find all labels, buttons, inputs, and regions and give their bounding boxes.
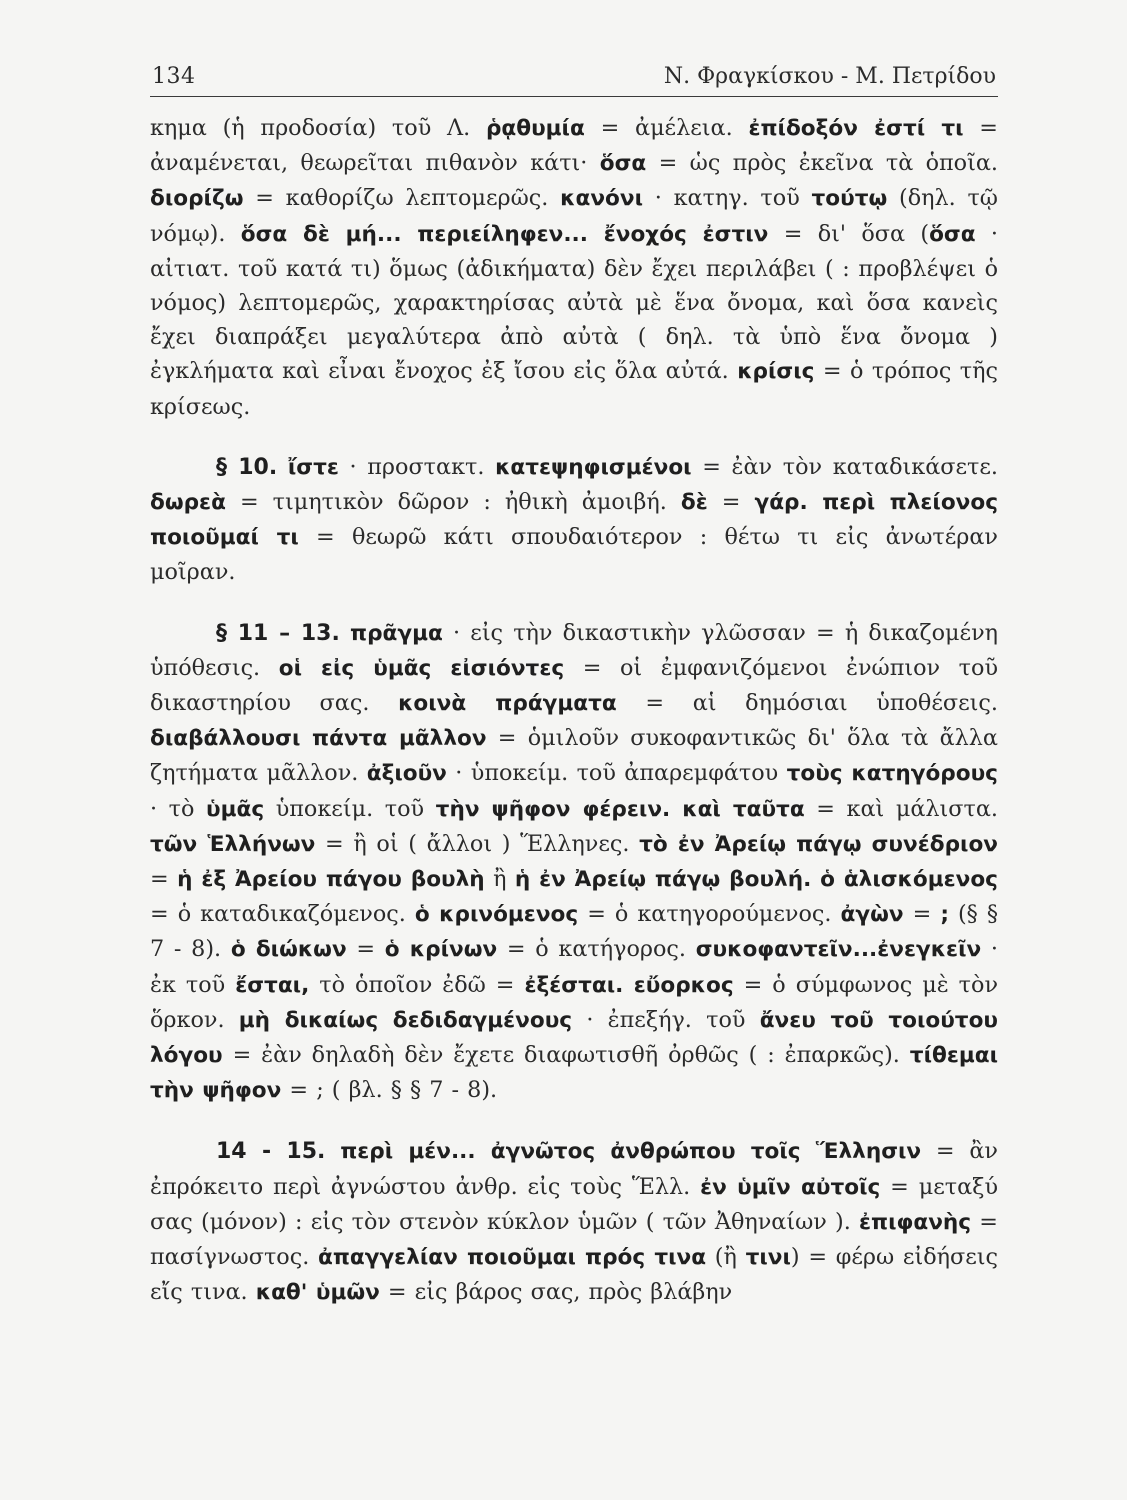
text-run: · εἰς τὴν δικαστικὴν γλῶσσαν = ἡ δικαζομένη ὑπόθεσις. bbox=[150, 619, 998, 681]
text-run: · προστακτ. bbox=[338, 453, 496, 480]
lemma: διαβάλλουσι πάντα μᾶλλον bbox=[150, 726, 487, 752]
text-run: = καὶ μάλιστα. bbox=[804, 795, 998, 822]
text-run: = ὡς πρὸς ἐκεῖνα τὰ ὁποῖα. bbox=[646, 150, 998, 177]
lemma: τινι bbox=[745, 1245, 791, 1271]
author-header: Ν. Φραγκίσκου - Μ. Πετρίδου bbox=[663, 64, 996, 89]
text-run: = ἐὰν δηλαδὴ δὲν ἔχετε διαφωτισθῆ ὀρθῶς ( : ἐπαρκῶς). bbox=[222, 1042, 910, 1069]
text-run: ) = φέρω εἰδήσεις εἴς τινα. bbox=[150, 1244, 998, 1306]
text-run: = πασίγνωστος. bbox=[150, 1208, 998, 1271]
text-run: = ὁ κατήγορος. bbox=[497, 936, 696, 963]
lemma: πρᾶγμα bbox=[350, 620, 443, 646]
text-run: · ἐκ τοῦ bbox=[150, 936, 999, 998]
text-run: = μεταξύ σας (μόνον) : εἰς τὸν στενὸν κύκλον ὑμῶν ( τῶν Ἀθηναίων ). bbox=[150, 1173, 998, 1235]
lemma: κρίσις bbox=[737, 359, 815, 385]
paragraph-continued bbox=[150, 111, 998, 424]
lemma: ἀπαγγελίαν ποιοῦμαι πρός τινα bbox=[318, 1245, 707, 1271]
lemma: περὶ μέν... ἀγνῶτος ἀνθρώπου τοῖς Ἕλλησιν bbox=[340, 1139, 922, 1165]
commentary-text bbox=[150, 111, 998, 1311]
text-run: = ἐὰν τὸν καταδικάσετε. bbox=[691, 453, 998, 480]
text-run: = bbox=[903, 901, 941, 928]
text-run: (ἢ bbox=[706, 1244, 746, 1271]
text-run: = αἱ δημόσιαι ὑποθέσεις. bbox=[616, 690, 998, 717]
lemma: κατεψηφισμένοι bbox=[495, 454, 692, 480]
lemma: ; bbox=[940, 902, 949, 928]
text-run: · ἐπεξήγ. τοῦ bbox=[572, 1006, 760, 1033]
text-run: = ἂν ἐπρόκειτο περὶ ἀγνώστου ἀνθρ. εἰς τοὺς Ἕλλ. bbox=[150, 1138, 998, 1200]
lemma: ἡ ἐν Ἀρείῳ πάγῳ βουλή. ὁ ἁλισκόμενος bbox=[514, 867, 998, 893]
lemma: τὴν ψῆφον φέρειν. καὶ ταῦτα bbox=[435, 796, 805, 822]
lemma: ἐπίδοξόν ἐστί τι bbox=[748, 116, 964, 141]
lemma: ἐν ὑμῖν αὐτοῖς bbox=[700, 1174, 881, 1200]
text-run: = τιμητικὸν δῶρον : ἠθικὴ ἀμοιβή. bbox=[225, 489, 681, 516]
lemma: γάρ. περὶ πλείονος ποιοῦμαί τι bbox=[150, 490, 998, 551]
text-run: = ὁ τρόπος τῆς κρίσεως. bbox=[150, 358, 998, 420]
lemma: κανόνι bbox=[560, 186, 643, 212]
lemma: τὸ ἐν Ἀρείῳ πάγῳ συνέδριον bbox=[639, 831, 998, 857]
lemma: διορίζω bbox=[150, 186, 244, 212]
page-number: 134 bbox=[152, 64, 196, 89]
lemma: καθ' ὑμῶν bbox=[255, 1280, 380, 1306]
lemma: ἔσται, bbox=[235, 972, 310, 998]
text-run: · αἰτιατ. τοῦ κατά τι) ὅμως (ἀδικήματα) δὲν ἔχει περιλάβει ( : προβλέψει ὁ νόμος) λεπτομερῶς, χαρακτηρίσας αὐτὰ μὲ ἕνα ὄνομα, καὶ ὅσα κανεὶς ἔχει διαπράξει μεγαλύτερα ἀπὸ αὐτὰ ( δηλ. τὰ ὑπὸ ἕνα ὄνομα ) ἐγκλήματα καὶ εἶναι ἔνοχος ἐξ ἴσου εἰς ὅλα αὐτά. bbox=[150, 220, 998, 385]
text-run: · κατηγ. τοῦ bbox=[642, 185, 812, 212]
lemma: τίθεμαι τὴν ψῆφον bbox=[150, 1043, 998, 1104]
text-run: = εἰς βάρος σας, πρὸς βλάβην bbox=[379, 1279, 733, 1306]
lemma: ἀγὼν bbox=[840, 902, 904, 928]
text-run: τὸ ὁποῖον ἐδῶ = bbox=[309, 971, 525, 998]
text-run: · τὸ bbox=[150, 795, 207, 822]
lemma: ὅσα δὲ μή... περιείληφεν... ἔνοχός ἐστιν bbox=[240, 221, 769, 247]
text-run: = ἀμέλεια. bbox=[584, 115, 749, 141]
section-10-paragraph bbox=[150, 450, 998, 590]
lemma: ὅσα bbox=[599, 151, 647, 177]
lemma: συκοφαντεῖν...ἐνεγκεῖν bbox=[695, 937, 982, 963]
text-run: = καθορίζω λεπτομερῶς. bbox=[243, 185, 561, 212]
lemma: κοινὰ πράγματα bbox=[398, 691, 617, 717]
text-run: = ; ( βλ. § § 7 - 8). bbox=[281, 1077, 498, 1104]
lemma: ὁ κρίνων bbox=[384, 937, 498, 963]
section-number: 14 - 15. bbox=[216, 1139, 326, 1165]
lemma: τοὺς κατηγόρους bbox=[786, 761, 998, 787]
text-run: = ὁ σύμφωνος μὲ τὸν ὅρκον. bbox=[150, 971, 998, 1033]
lemma: ὅσα bbox=[929, 221, 976, 247]
lemma: δωρεὰ bbox=[150, 490, 226, 516]
section-number: § 11 – 13. bbox=[216, 620, 340, 646]
text-run: ὑποκείμ. τοῦ bbox=[264, 795, 436, 822]
text-run: = bbox=[346, 936, 385, 963]
text-run: = οἱ ἐμφανιζόμενοι ἐνώπιον τοῦ δικαστηρίου σας. bbox=[150, 654, 998, 717]
lemma: τῶν Ἑλλήνων bbox=[150, 831, 316, 857]
lemma: ὑμᾶς bbox=[206, 796, 265, 822]
lemma: ἐπιφανὴς bbox=[858, 1209, 972, 1235]
text-run: = ὁ κατηγορούμενος. bbox=[578, 901, 841, 928]
text-run: = ἀναμένεται, θεωρεῖται πιθανὸν κάτι· bbox=[150, 115, 998, 177]
text-run: ἢ bbox=[484, 866, 515, 893]
text-run: = ὁμιλοῦν συκοφαντικῶς δι' ὅλα τὰ ἄλλα ζητήματα μᾶλλον. bbox=[150, 725, 998, 787]
lemma: ἡ ἐξ Ἀρείου πάγου βουλὴ bbox=[177, 867, 485, 893]
text-run: κημα (ἡ προδοσία) τοῦ Λ. bbox=[150, 115, 486, 141]
text-run: (δηλ. τῷ νόμῳ). bbox=[150, 185, 998, 247]
section-14-15-paragraph bbox=[150, 1134, 998, 1310]
text-run: = θεωρῶ κάτι σπουδαιότερον : θέτω τι εἰς ἀνωτέραν μοῖραν. bbox=[150, 524, 998, 586]
lemma: ἴστε bbox=[287, 454, 339, 480]
text-run: = ἢ οἱ ( ἄλλοι ) Ἕλληνες. bbox=[315, 830, 640, 857]
section-11-13-paragraph bbox=[150, 616, 998, 1109]
lemma: μὴ δικαίως δεδιδαγμένους bbox=[238, 1007, 573, 1033]
book-page bbox=[150, 58, 998, 1311]
lemma: ῥᾳθυμία bbox=[485, 116, 585, 141]
lemma: ὁ κρινόμενος bbox=[414, 902, 579, 928]
lemma: ἀξιοῦν bbox=[366, 761, 447, 787]
lemma: οἱ εἰς ὑμᾶς εἰσιόντες bbox=[278, 655, 565, 681]
text-run: · ὑποκείμ. τοῦ ἀπαρεμφάτου bbox=[446, 760, 787, 787]
text-run: = δι' ὅσα ( bbox=[768, 220, 930, 247]
lemma: δὲ bbox=[680, 490, 708, 516]
lemma: ἄνευ τοῦ τοιούτου λόγου bbox=[150, 1007, 999, 1069]
text-run: = bbox=[150, 866, 178, 893]
text-run: = bbox=[707, 489, 755, 516]
lemma: τούτῳ bbox=[811, 186, 888, 212]
lemma: ἐξέσται. εὔορκος bbox=[524, 972, 734, 998]
lemma: ὁ διώκων bbox=[230, 937, 347, 963]
section-number: § 10. bbox=[216, 454, 278, 480]
text-run: = ὁ καταδικαζόμενος. bbox=[150, 901, 415, 928]
running-header bbox=[150, 58, 998, 97]
text-run: (§ § 7 - 8). bbox=[150, 901, 999, 963]
